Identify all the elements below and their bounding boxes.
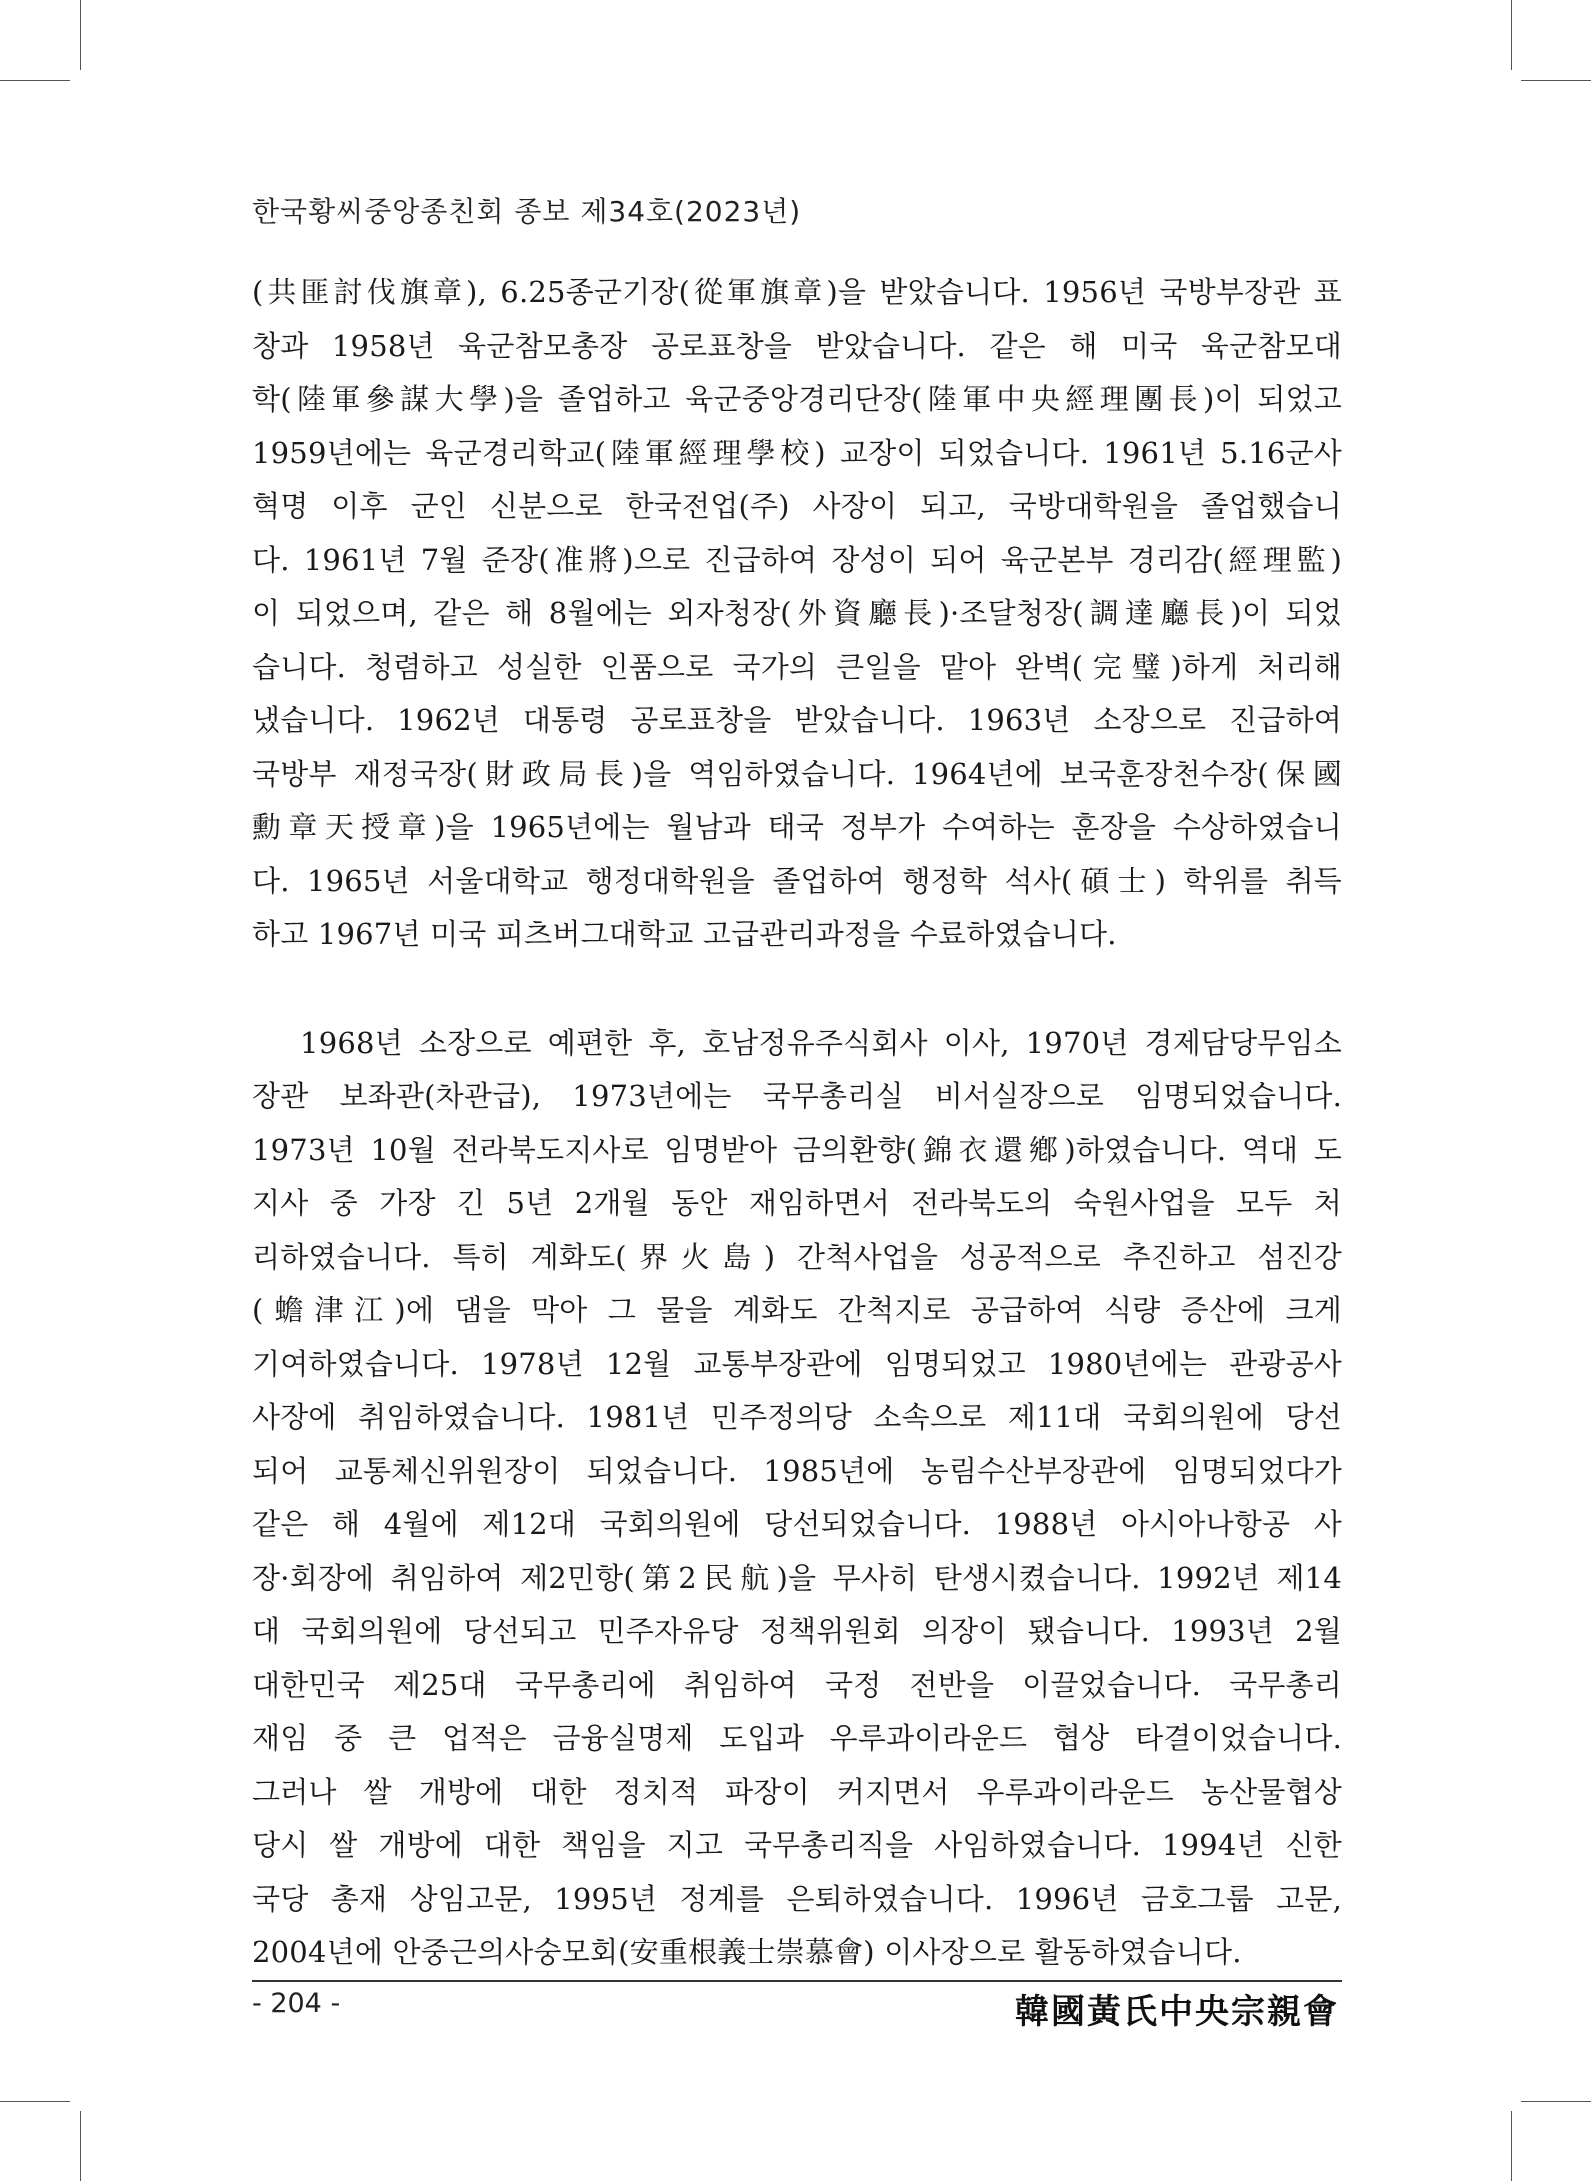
text-line: 당시 쌀 개방에 대한 책임을 지고 국무총리직을 사임하였습니다. 1994년 신한	[252, 1828, 1342, 1862]
text-line: 그러나 쌀 개방에 대한 정치적 파장이 커지면서 우루과이라운드 농산물협상	[252, 1774, 1342, 1809]
text-line: 습니다. 청렴하고 성실한 인품으로 국가의 큰일을 맡아 완벽(完璧)하게 처리해	[252, 649, 1342, 684]
text-line: 勳章天授章)을 1965년에는 월남과 태국 정부가 수여하는 훈장을 수상하였습니	[252, 810, 1342, 844]
text-line: 학(陸軍參謀大學)을 졸업하고 육군중앙경리단장(陸軍中央經理團長)이 되었고	[252, 382, 1342, 416]
text-line: 1968년 소장으로 예편한 후, 호남정유주식회사 이사, 1970년 경제담당무임소	[252, 1025, 1342, 1060]
text-line: 기여하였습니다. 1978년 12월 교통부장관에 임명되었고 1980년에는 관광공사	[252, 1346, 1342, 1381]
crop-mark	[80, 2111, 81, 2181]
text-line: 다. 1961년 7월 준장(准將)으로 진급하여 장성이 되어 육군본부 경리감(經理監)	[252, 542, 1342, 577]
article-body	[252, 266, 1342, 1980]
text-line: 2004년에 안중근의사숭모회(安重根義士崇慕會) 이사장으로 활동하였습니다.	[252, 1935, 1242, 1969]
text-line: 대 국회의원에 당선되고 민주자유당 정책위원회 의장이 됐습니다. 1993년 2월	[252, 1614, 1342, 1648]
text-line: 같은 해 4월에 제12대 국회의원에 당선되었습니다. 1988년 아시아나항공 사	[252, 1507, 1342, 1541]
text-line: 리하였습니다. 특히 계화도(界火島) 간척사업을 성공적으로 추진하고 섬진강	[252, 1239, 1342, 1274]
text-line: 이 되었으며, 같은 해 8월에는 외자청장(外資廳長)·조달청장(調達廳長)이 되었	[252, 596, 1342, 630]
organization-logo: 韓國黃氏中央宗親會	[1015, 1992, 1339, 2032]
text-line: 재임 중 큰 업적은 금융실명제 도입과 우루과이라운드 협상 타결이었습니다.	[252, 1721, 1342, 1755]
text-line: 다. 1965년 서울대학교 행정대학원을 졸업하여 행정학 석사(碩士) 학위를 취득	[252, 863, 1342, 898]
text-line: 1973년 10월 전라북도지사로 임명받아 금의환향(錦衣還鄕)하였습니다. 역대 도	[252, 1132, 1342, 1167]
text-line: 사장에 취임하였습니다. 1981년 민주정의당 소속으로 제11대 국회의원에 당선	[252, 1400, 1342, 1434]
crop-mark	[0, 80, 70, 81]
text-line: 지사 중 가장 긴 5년 2개월 동안 재임하면서 전라북도의 숙원사업을 모두 처	[252, 1186, 1342, 1220]
text-line: 국당 총재 상임고문, 1995년 정계를 은퇴하였습니다. 1996년 금호그룹 고문,	[252, 1881, 1342, 1916]
text-line: (蟾津江)에 댐을 막아 그 물을 계화도 간척지로 공급하여 식량 증산에 크게	[252, 1293, 1342, 1327]
crop-mark	[0, 2101, 70, 2102]
text-line: 하고 1967년 미국 피츠버그대학교 고급관리과정을 수료하였습니다.	[252, 917, 1117, 951]
crop-mark	[80, 0, 81, 70]
text-line: (共匪討伐旗章), 6.25종군기장(從軍旗章)을 받았습니다. 1956년 국방부장관 표	[252, 275, 1342, 309]
paragraph-2	[252, 1017, 1342, 1980]
text-line: 창과 1958년 육군참모총장 공로표창을 받았습니다. 같은 해 미국 육군참모대	[252, 328, 1342, 363]
running-header: 한국황씨중앙종친회 종보 제34호(2023년)	[252, 195, 802, 228]
text-line: 장관 보좌관(차관급), 1973년에는 국무총리실 비서실장으로 임명되었습니다.	[252, 1079, 1342, 1113]
crop-mark	[1511, 0, 1512, 70]
text-line: 대한민국 제25대 국무총리에 취임하여 국정 전반을 이끌었습니다. 국무총리	[252, 1667, 1342, 1702]
text-line: 1959년에는 육군경리학교(陸軍經理學校) 교장이 되었습니다. 1961년 5.16군사	[252, 435, 1342, 470]
text-line: 되어 교통체신위원장이 되었습니다. 1985년에 농림수산부장관에 임명되었다가	[252, 1453, 1342, 1488]
text-line: 국방부 재정국장(財政局長)을 역임하였습니다. 1964년에 보국훈장천수장(保國	[252, 756, 1342, 791]
footer-divider	[252, 1980, 1342, 1982]
text-line: 혁명 이후 군인 신분으로 한국전업(주) 사장이 되고, 국방대학원을 졸업했습니	[252, 489, 1342, 523]
paragraph-1	[252, 266, 1342, 962]
crop-mark	[1511, 2111, 1512, 2181]
page-number: - 204 -	[252, 1988, 341, 2019]
text-line: 장·회장에 취임하여 제2민항(第2民航)을 무사히 탄생시켰습니다. 1992년 제14	[252, 1560, 1342, 1595]
paragraph-spacer	[252, 962, 1342, 1017]
text-line: 냈습니다. 1962년 대통령 공로표창을 받았습니다. 1963년 소장으로 진급하여	[252, 703, 1342, 737]
crop-mark	[1521, 80, 1591, 81]
crop-mark	[1521, 2101, 1591, 2102]
